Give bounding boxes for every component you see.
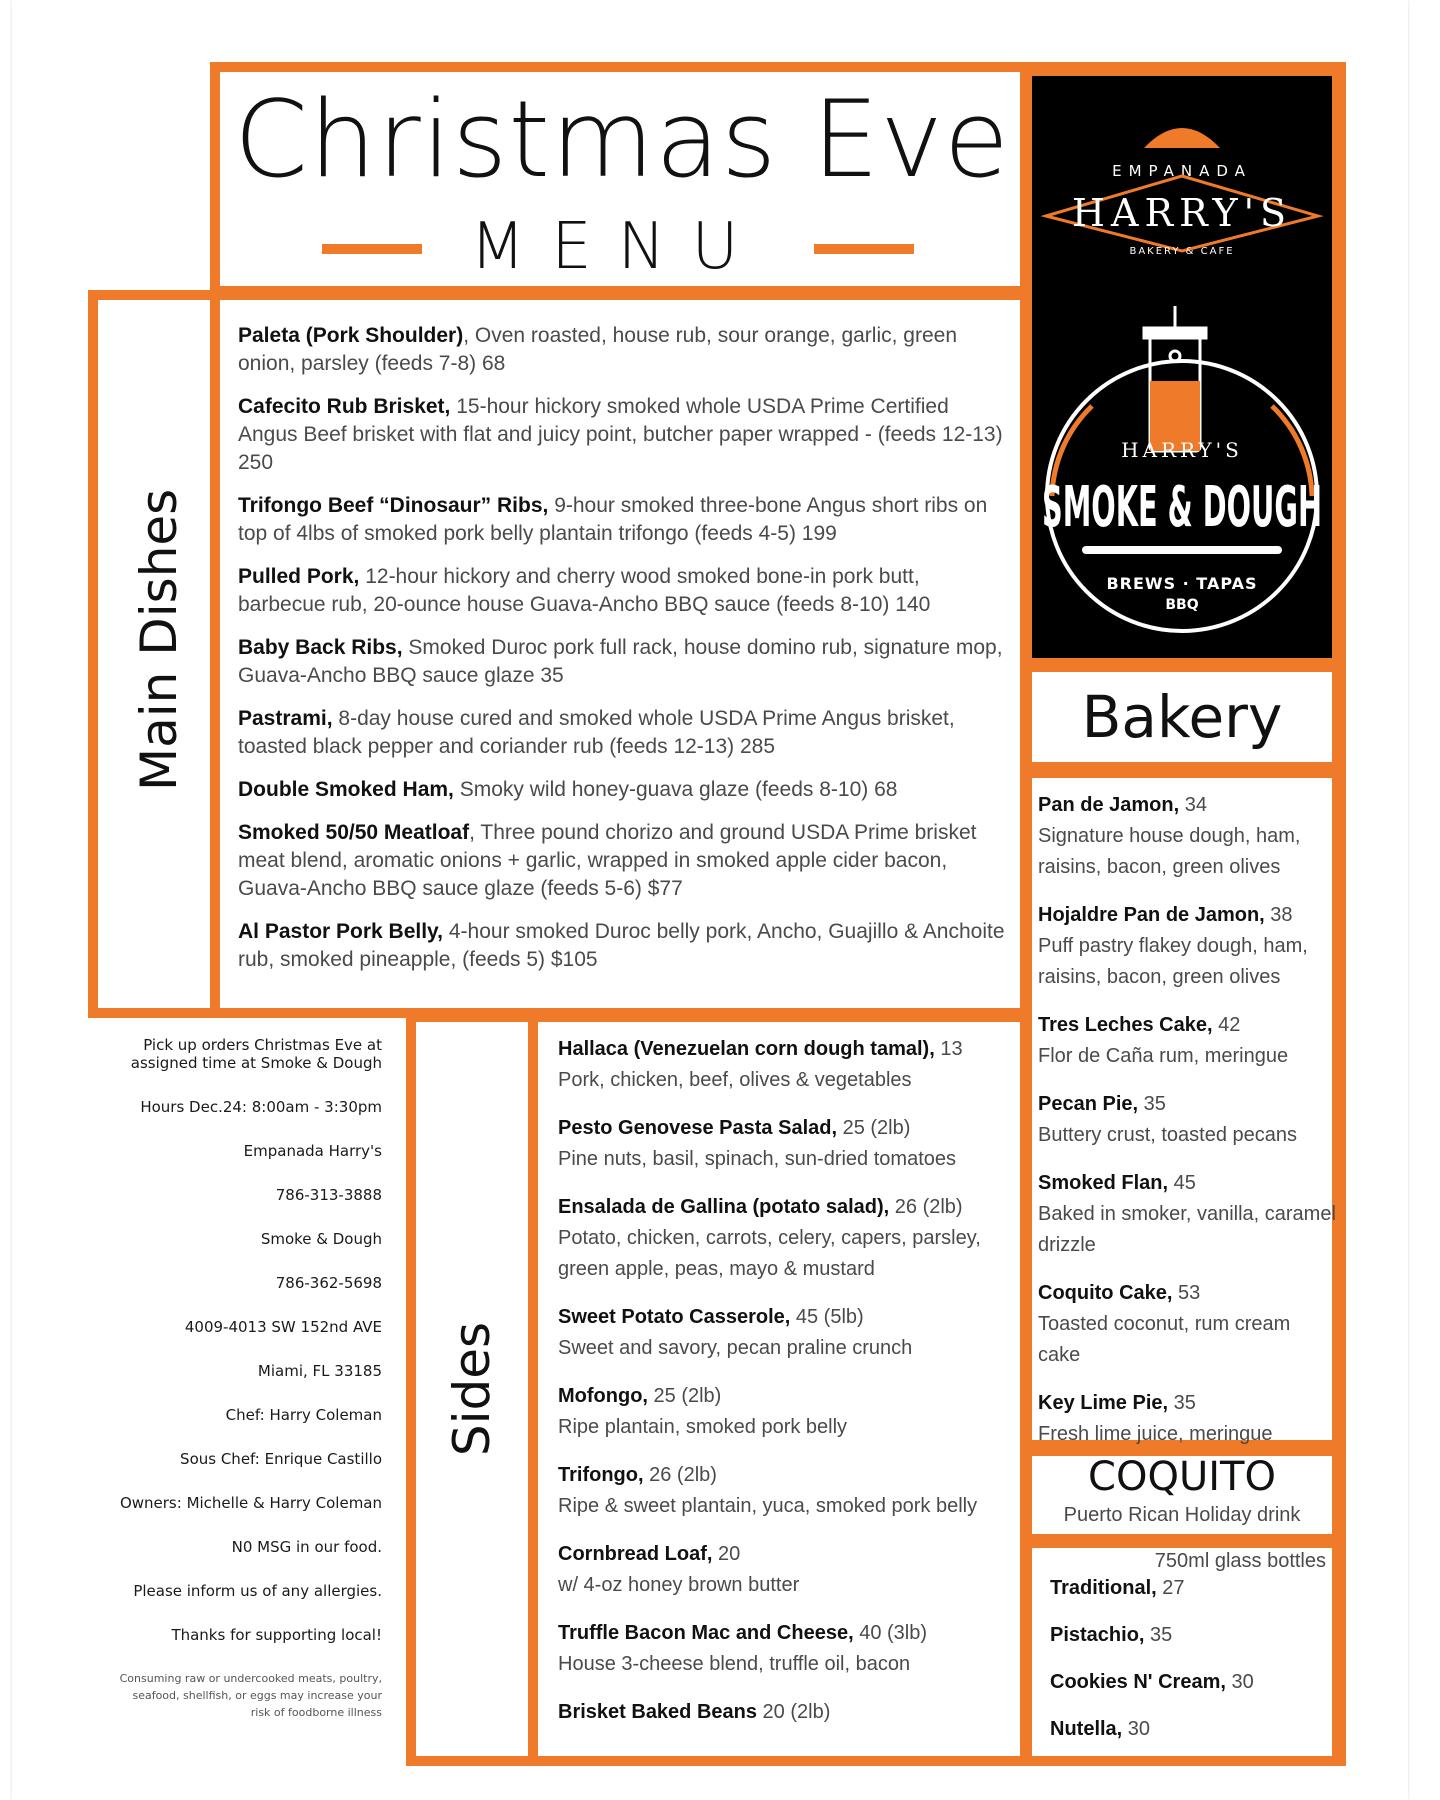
info-line: N0 MSG in our food.: [231, 1538, 382, 1556]
side-item: Sweet Potato Casserole, 45 (5lb) Sweet and savory, pecan praline crunch: [558, 1306, 913, 1359]
info-column: [110, 1036, 382, 1721]
side-item: Ensalada de Gallina (potato salad), 26 (2lb) Potato, chicken, carrots, celery, capers, parsley, green apple, peas, mayo & mustard: [558, 1196, 981, 1280]
info-line: Owners: Michelle & Harry Coleman: [119, 1494, 382, 1512]
side-item: Brisket Baked Beans 20 (2lb): [558, 1701, 831, 1723]
disclaimer: Consuming raw or undercooked meats, poultry, seafood, shellfish, or eggs may increase your risk of foodborne illness: [119, 1672, 382, 1719]
main-item: Pastrami, 8-day house cured and smoked whole USDA Prime Angus brisket, toasted black pepper and coriander rub (feeds 12-13) 285: [238, 707, 955, 758]
bakery-cafe-text: BAKERY & CAFE: [1129, 246, 1235, 257]
info-line: Empanada Harry's: [243, 1142, 382, 1160]
side-item: Cornbread Loaf, 20 w/ 4-oz honey brown butter: [558, 1543, 800, 1596]
bbq-text: BBQ: [1165, 597, 1199, 613]
bakery-item: Hojaldre Pan de Jamon, 38 Puff pastry flakey dough, ham, raisins, bacon, green olives: [1038, 904, 1308, 988]
side-item: Mofongo, 25 (2lb) Ripe plantain, smoked pork belly: [558, 1385, 848, 1438]
coquito-item: Pistachio, 35: [1050, 1624, 1173, 1646]
empanada-text: EMPANADA: [1112, 162, 1252, 180]
main-dishes-label: Main Dishes: [130, 488, 188, 791]
title-dash-left: [322, 244, 422, 254]
bakery-item: Coquito Cake, 53 Toasted coconut, rum cream cake: [1038, 1282, 1291, 1366]
info-line: Hours Dec.24: 8:00am - 3:30pm: [140, 1098, 382, 1116]
main-item: Al Pastor Pork Belly, 4-hour smoked Duroc belly pork, Ancho, Guajillo & Anchoite rub, smoked pineapple, (feeds 5) $105: [238, 920, 1005, 971]
menu-subtitle: MENU: [470, 210, 765, 284]
main-item: Paleta (Pork Shoulder), Oven roasted, house rub, sour orange, garlic, green onion, parsley (feeds 7-8) 68: [238, 324, 958, 375]
brews-tapas-text: BREWS · TAPAS: [1106, 574, 1258, 593]
coquito-item: Cookies N' Cream, 30: [1050, 1671, 1254, 1693]
info-line: Sous Chef: Enrique Castillo: [180, 1450, 382, 1468]
info-line: Please inform us of any allergies.: [133, 1582, 382, 1600]
bakery-item: Pecan Pie, 35 Buttery crust, toasted pecans: [1038, 1093, 1298, 1146]
harrys-small-text: HARRY'S: [1121, 438, 1243, 462]
sides-label: Sides: [443, 1321, 501, 1457]
bakery-item: Smoked Flan, 45 Baked in smoker, vanilla, caramel drizzle: [1038, 1172, 1336, 1256]
left-border-strip: [88, 1008, 216, 1018]
info-line: Pick up orders Christmas Eve at assigned time at Smoke & Dough: [130, 1036, 382, 1072]
sides-list: [558, 1034, 1018, 1745]
info-line: Smoke & Dough: [260, 1230, 382, 1248]
harrys-logo-text: HARRY'S: [1071, 191, 1293, 235]
title-dash-right: [814, 244, 914, 254]
coquito-heading: COQUITO: [1088, 1454, 1276, 1500]
empanada-icon: [1144, 128, 1220, 148]
coquito-item: Traditional, 27: [1050, 1577, 1185, 1599]
smoke-dough-text: SMOKE & DOUGH: [1042, 475, 1322, 540]
info-line: Chef: Harry Coleman: [225, 1406, 382, 1424]
coquito-list: [1040, 1550, 1326, 1765]
logo-panel: [1032, 76, 1332, 658]
info-line: Miami, FL 33185: [257, 1362, 382, 1380]
logos-graphic: [1032, 76, 1332, 658]
coquito-bottles-note: 750ml glass bottles: [1154, 1550, 1326, 1572]
main-item: Baby Back Ribs, Smoked Duroc pork full rack, house domino rub, signature mop, Guava-Ancho BBQ sauce glaze 35: [238, 636, 1003, 687]
main-dishes-list: [238, 322, 1008, 989]
coquito-item: Nutella, 30: [1050, 1718, 1151, 1740]
info-line: Thanks for supporting local!: [171, 1626, 382, 1644]
main-item: Smoked 50/50 Meatloaf, Three pound chorizo and ground USDA Prime brisket meat blend, aromatic onions + garlic, wrapped in smoked apple cider bacon, Guava-Ancho BBQ sauce glaze (feeds 5-6) $77: [238, 821, 977, 900]
bakery-item: Key Lime Pie, 35 Fresh lime juice, meringue: [1038, 1392, 1273, 1445]
bakery-list: [1038, 790, 1338, 1467]
rolling-pin-icon: [1082, 546, 1282, 554]
info-line: 786-313-3888: [275, 1186, 382, 1204]
main-item: Trifongo Beef “Dinosaur” Ribs, 9-hour smoked three-bone Angus short ribs on top of 4lbs of smoked pork belly plantain trifongo (feeds 4-5) 199: [238, 494, 988, 545]
side-item: Pesto Genovese Pasta Salad, 25 (2lb) Pine nuts, basil, spinach, sun-dried tomatoes: [558, 1117, 956, 1170]
bakery-heading: Bakery: [1081, 683, 1283, 751]
main-item: Pulled Pork, 12-hour hickory and cherry wood smoked bone-in pork butt, barbecue rub, 20-ounce house Guava-Ancho BBQ sauce (feeds 8-10) 140: [238, 565, 931, 616]
coquito-subtitle: Puerto Rican Holiday drink: [1063, 1504, 1301, 1526]
page-title: Christmas Eve: [233, 78, 1011, 201]
side-item: Hallaca (Venezuelan corn dough tamal), 13 Pork, chicken, beef, olives & vegetables: [558, 1038, 963, 1091]
bakery-item: Pan de Jamon, 34 Signature house dough, ham, raisins, bacon, green olives: [1038, 794, 1301, 878]
side-item: Truffle Bacon Mac and Cheese, 40 (3lb) House 3-cheese blend, truffle oil, bacon: [558, 1622, 928, 1675]
main-item: Double Smoked Ham, Smoky wild honey-guava glaze (feeds 8-10) 68: [238, 778, 898, 801]
info-line: 4009-4013 SW 152nd AVE: [184, 1318, 382, 1336]
info-line: 786-362-5698: [275, 1274, 382, 1292]
side-item: Trifongo, 26 (2lb) Ripe & sweet plantain, yuca, smoked pork belly: [558, 1464, 978, 1517]
bakery-item: Tres Leches Cake, 42 Flor de Caña rum, meringue: [1038, 1014, 1289, 1067]
main-item: Cafecito Rub Brisket, 15-hour hickory smoked whole USDA Prime Certified Angus Beef brisket with flat and juicy point, butcher paper wrapped - (feeds 12-13) 250: [238, 395, 1003, 474]
